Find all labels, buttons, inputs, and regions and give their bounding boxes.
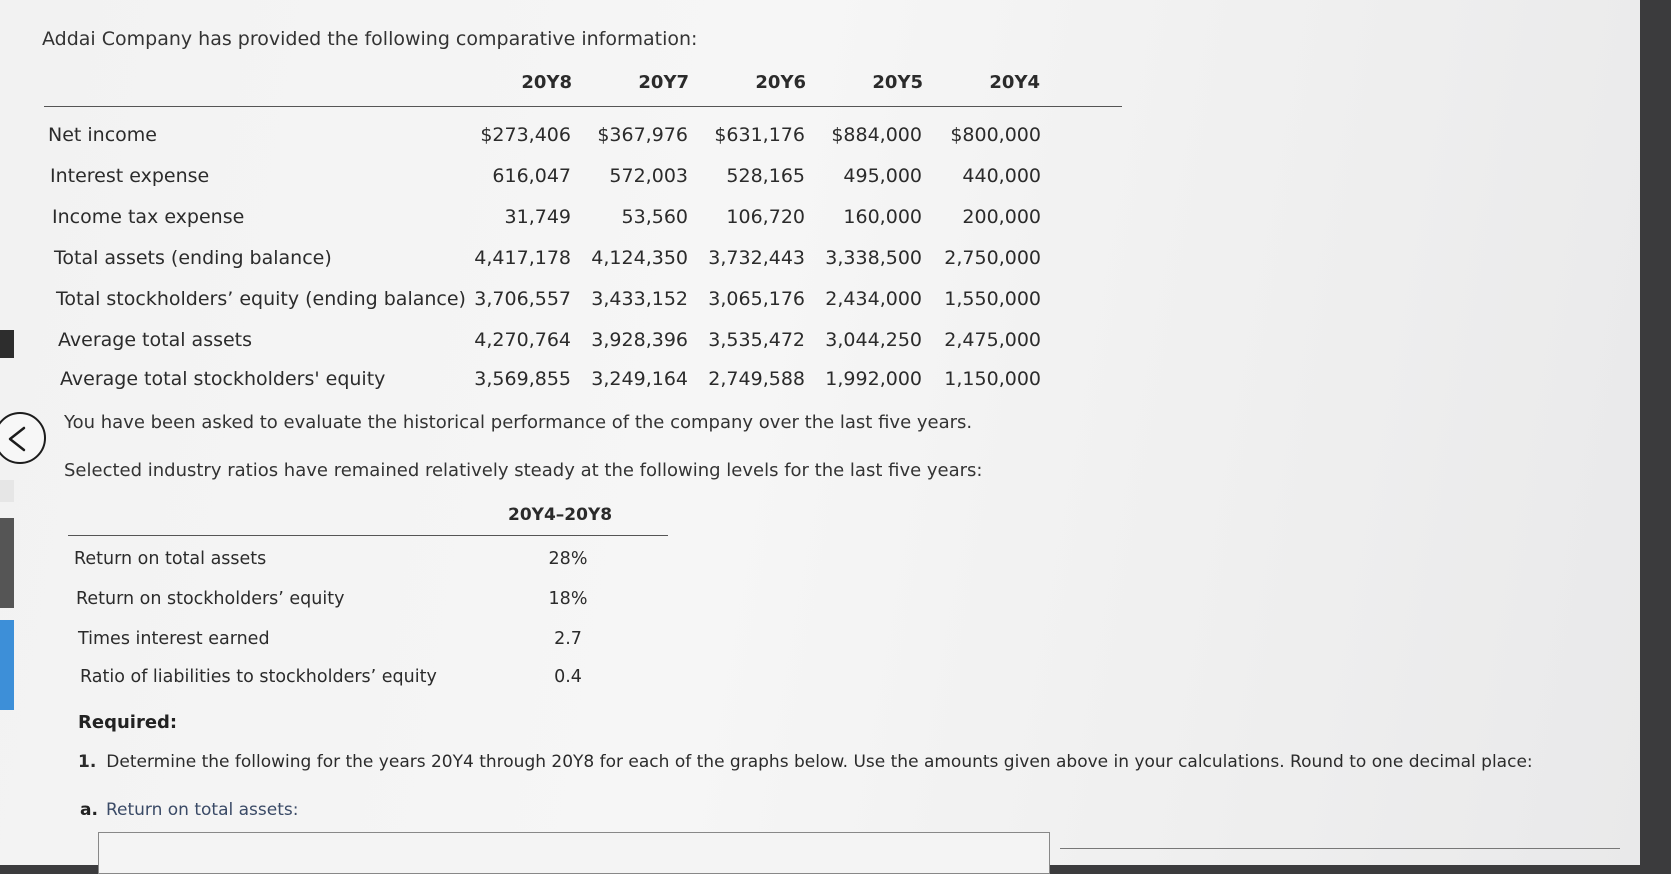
cell-value: 3,535,472 <box>708 329 805 351</box>
cell-value: 2,749,588 <box>708 368 805 390</box>
row-label: Average total assets <box>58 329 253 351</box>
cell-value: 53,560 <box>621 206 688 228</box>
table-row <box>44 165 1122 195</box>
cell-value: 3,569,855 <box>474 368 571 390</box>
table-row <box>44 124 1122 154</box>
cell-value: 2,475,000 <box>944 329 1041 351</box>
ratio-row <box>68 549 668 577</box>
evaluation-paragraph: You have been asked to evaluate the historical performance of the company over the last five years. <box>64 412 973 433</box>
cell-value: 3,249,164 <box>591 368 688 390</box>
ratio-value: 28% <box>548 549 588 569</box>
year-header: 20Y8 <box>521 72 572 93</box>
row-label: Total stockholders’ equity (ending balance) <box>56 288 466 310</box>
year-header: 20Y7 <box>638 72 689 93</box>
ratio-value: 0.4 <box>554 667 582 687</box>
row-label: Net income <box>48 124 157 146</box>
cell-value: $800,000 <box>950 124 1041 146</box>
cell-value: 4,417,178 <box>474 247 571 269</box>
cell-value: $884,000 <box>831 124 922 146</box>
ratio-label: Return on stockholders’ equity <box>76 589 345 609</box>
cell-value: 31,749 <box>504 206 571 228</box>
row-label: Interest expense <box>50 165 210 187</box>
table-row <box>44 247 1122 277</box>
cell-value: 3,706,557 <box>474 288 571 310</box>
cell-value: 528,165 <box>726 165 805 187</box>
cell-value: 440,000 <box>962 165 1041 187</box>
sub-letter: a. <box>80 800 98 820</box>
cell-value: 3,732,443 <box>708 247 805 269</box>
cell-value: $367,976 <box>597 124 688 146</box>
table-row <box>44 368 1122 398</box>
ratio-label: Ratio of liabilities to stockholders’ equity <box>80 667 437 687</box>
row-label: Total assets (ending balance) <box>54 247 332 269</box>
chevron-left-icon <box>4 424 34 454</box>
ratio-label: Times interest earned <box>78 629 270 649</box>
divider <box>1060 848 1620 849</box>
ratio-value: 18% <box>548 589 588 609</box>
required-heading: Required: <box>78 712 178 733</box>
table-row <box>44 288 1122 318</box>
industry-ratios-paragraph: Selected industry ratios have remained relatively steady at the following levels for the last five years: <box>64 460 983 481</box>
cell-value: 106,720 <box>726 206 805 228</box>
year-header: 20Y6 <box>755 72 806 93</box>
cell-value: 3,044,250 <box>825 329 922 351</box>
ratio-value: 2.7 <box>554 629 582 649</box>
intro-text: Addai Company has provided the following comparative information: <box>42 28 698 50</box>
sub-question <box>80 800 298 820</box>
row-label: Income tax expense <box>52 206 245 228</box>
ratio-label: Return on total assets <box>74 549 267 569</box>
cell-value: 3,433,152 <box>591 288 688 310</box>
ratio-row <box>68 629 668 657</box>
step-number: 1. <box>78 752 97 772</box>
answer-area[interactable] <box>98 832 1050 874</box>
cell-value: 4,270,764 <box>474 329 571 351</box>
back-button[interactable] <box>0 412 46 464</box>
table-row <box>44 329 1122 359</box>
header-rule <box>44 106 1122 107</box>
row-label: Average total stockholders' equity <box>60 368 386 390</box>
cell-value: 1,550,000 <box>944 288 1041 310</box>
cell-value: 200,000 <box>962 206 1041 228</box>
cell-value: $273,406 <box>480 124 571 146</box>
ratio-row <box>68 589 668 617</box>
cell-value: 160,000 <box>843 206 922 228</box>
sub-question-text: Return on total assets: <box>105 800 299 820</box>
cell-value: 3,338,500 <box>825 247 922 269</box>
cell-value: 2,750,000 <box>944 247 1041 269</box>
year-header: 20Y4 <box>989 72 1040 93</box>
table-row <box>44 206 1122 236</box>
cell-value: 495,000 <box>843 165 922 187</box>
cell-value: 2,434,000 <box>825 288 922 310</box>
ratio-row <box>68 667 668 695</box>
cell-value: 1,992,000 <box>825 368 922 390</box>
cell-value: $631,176 <box>714 124 805 146</box>
required-step <box>78 752 1533 772</box>
year-header: 20Y5 <box>872 72 923 93</box>
period-header: 20Y4–20Y8 <box>508 505 613 525</box>
cell-value: 1,150,000 <box>944 368 1041 390</box>
header-rule <box>68 535 668 536</box>
left-edge-strip <box>0 330 14 730</box>
cell-value: 4,124,350 <box>591 247 688 269</box>
cell-value: 3,065,176 <box>708 288 805 310</box>
cell-value: 572,003 <box>609 165 688 187</box>
step-text: Determine the following for the years 20Y4 through 20Y8 for each of the graphs below. Use the amounts given above in your calculations. Round to one decimal place: <box>106 752 1533 772</box>
cell-value: 616,047 <box>492 165 571 187</box>
cell-value: 3,928,396 <box>591 329 688 351</box>
